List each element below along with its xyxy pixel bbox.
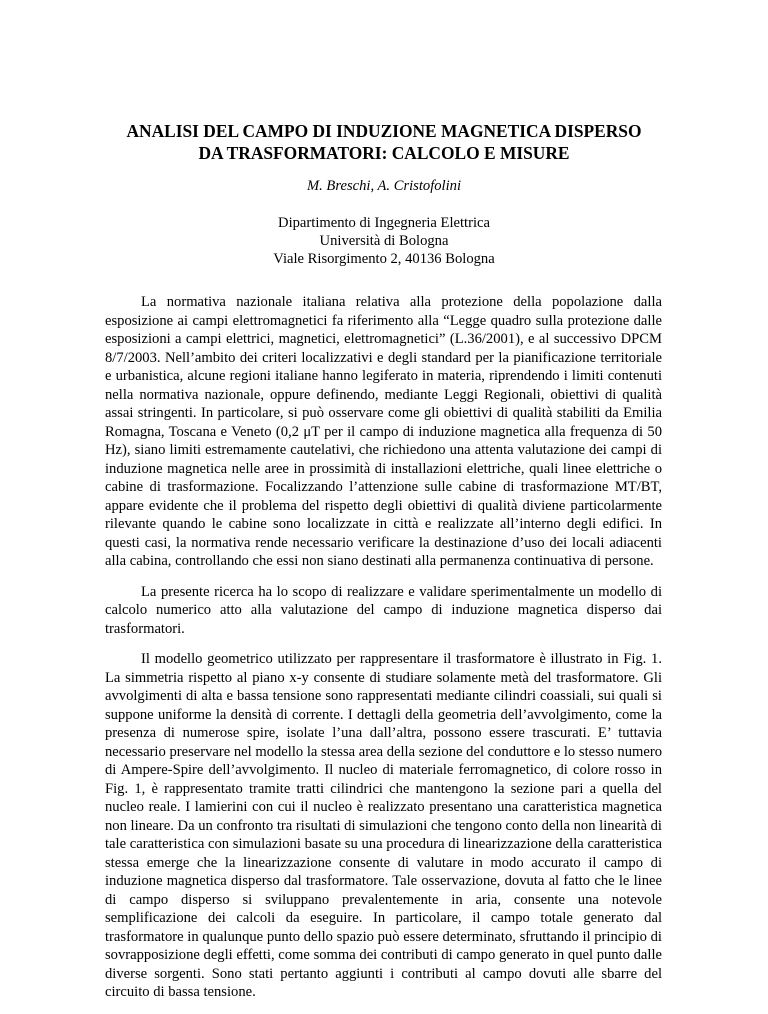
paragraph-2: La presente ricerca ha lo scopo di realizzare e validare sperimentalmente un modello di calcolo numerico atto alla valutazione del campo di induzione magnetica disperso dai trasformatori. bbox=[105, 583, 662, 637]
title-line-1: ANALISI DEL CAMPO DI INDUZIONE MAGNETICA DISPERSO bbox=[126, 121, 642, 141]
affiliation-university: Università di Bologna bbox=[319, 233, 449, 249]
paper-title bbox=[60, 120, 708, 164]
authors: M. Breschi, A. Cristofolini bbox=[306, 178, 462, 194]
affiliation bbox=[0, 214, 768, 268]
affiliation-address: Viale Risorgimento 2, 40136 Bologna bbox=[273, 251, 495, 267]
affiliation-department: Dipartimento di Ingegneria Elettrica bbox=[278, 215, 490, 231]
title-line-2: DA TRASFORMATORI: CALCOLO E MISURE bbox=[198, 143, 570, 163]
paragraph-3: Il modello geometrico utilizzato per rappresentare il trasformatore è illustrato in Fig. 1. La simmetria rispetto al piano x-y consente di studiare solamente metà del trasformatore. Gli avvolgimenti di alta e bassa tensione sono rappresentati mediante cilindri coassiali, sui quali si suppone uniforme la densità di corrente. I dettagli della geometria dell’avvolgimento, come la presenza di numerose spire, isolate l’una dall’altra, possono essere trascurati. E’ tuttavia necessario preservare nel modello la stessa area della sezione del conduttore e lo stesso numero di Ampere-Spire dell’avvolgimento. Il nucleo di materiale ferromagnetico, di colore rosso in Fig. 1, è rappresentato tramite tratti cilindrici che mantengono la sezione pari a quella del nucleo reale. I lamierini con cui il nucleo è realizzato presentano una caratteristica magnetica non lineare. Da un confronto tra risultati di simulazioni che tengono conto della non linearità di tale caratteristica con simulazioni basate su una procedura di linearizzazione della caratteristica stessa emerge che la linearizzazione consente di valutare in modo accurato il campo di induzione magnetica disperso dal trasformatore. Tale osservazione, dovuta al fatto che le linee di campo disperso si sviluppano prevalentemente in aria, consente una notevole semplificazione dei calcoli da eseguire. In particolare, il campo totale generato dal trasformatore in qualunque punto dello spazio può essere determinato, sfruttando il principio di sovrapposizione degli effetti, come somma dei contributi di campo generato in quel punto dalle diverse sorgenti. Sono stati pertanto aggiunti i contributi al campo dovuti alle sbarre del circuito di bassa tensione. bbox=[105, 651, 662, 1000]
paragraph-1: La normativa nazionale italiana relativa alla protezione della popolazione dalla esposizione ai campi elettromagnetici fa riferimento alla “Legge quadro sulla protezione dalle esposizioni a campi elettrici, magnetici, elettromagnetici” (L.36/2001), e al successivo DPCM 8/7/2003. Nell’ambito dei criteri localizzativi e degli standard per la pianificazione territoriale e urbanistica, alcune regioni italiane hanno legiferato in materia, riprendendo i limiti contenuti nella normativa nazionale, oppure definendo, mediante Leggi Regionali, obiettivi di qualità assai stringenti. In particolare, si può osservare come gli obiettivi di qualità stabiliti da Emilia Romagna, Toscana e Veneto (0,2 μT per il campo di induzione magnetica alla frequenza di 50 Hz), siano limiti estremamente cautelativi, che richiedono una attenta valutazione dei campi di induzione magnetica nelle aree in prossimità di installazioni elettriche, quali linee elettriche o cabine di trasformazione. Focalizzando l’attenzione sulle cabine di trasformazione MT/BT, appare evidente che il problema del rispetto degli obiettivi di qualità diviene particolarmente rilevante quando le cabine sono localizzate in città e realizzate all’interno degli edifici. In questi casi, la normativa rende necessario verificare la destinazione d’uso dei locali adiacenti alla cabina, controllando che essi non siano destinati alla permanenza continuativa di persone. bbox=[105, 294, 662, 569]
body-text bbox=[105, 293, 662, 1014]
